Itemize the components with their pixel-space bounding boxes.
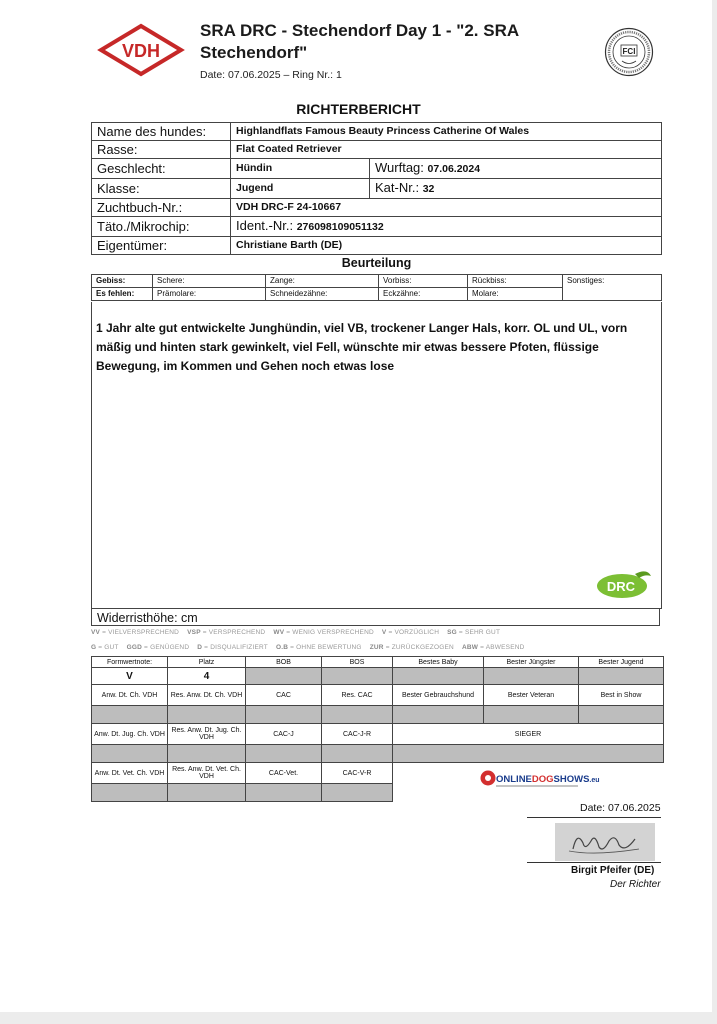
empty-cell bbox=[246, 745, 322, 763]
legend-item: VSP = VERSPRECHEND bbox=[187, 629, 266, 636]
res-anw-dt-jug: Res. Anw. Dt. Jug. Ch. VDH bbox=[168, 724, 246, 745]
tato-label: Täto./Mikrochip: bbox=[92, 217, 231, 237]
legend-item: O.B = OHNE BEWERTUNG bbox=[276, 644, 362, 651]
empty-cell bbox=[246, 706, 322, 724]
zuchtbuch-value: VDH DRC-F 24-10667 bbox=[231, 199, 662, 217]
klasse-label: Klasse: bbox=[92, 179, 231, 199]
bestes-baby-header: Bestes Baby bbox=[393, 657, 484, 668]
zange-field: Zange: bbox=[266, 275, 379, 288]
bos-header: BOS bbox=[322, 657, 393, 668]
judge-name: Birgit Pfeifer (DE) bbox=[571, 865, 655, 876]
drc-logo-text: DRC bbox=[606, 579, 636, 594]
empty-cell bbox=[322, 784, 393, 802]
empty-cell bbox=[322, 745, 393, 763]
zuchtbuch-label: Zuchtbuch-Nr.: bbox=[92, 199, 231, 217]
vdh-logo bbox=[99, 24, 183, 76]
katnr-label: Kat-Nr.: bbox=[375, 180, 420, 195]
legend-item: D = DISQUALIFIZIERT bbox=[197, 644, 268, 651]
cac-v-r: CAC-V-R bbox=[322, 763, 393, 784]
molare-field: Molare: bbox=[468, 288, 563, 301]
empty-cell bbox=[579, 706, 664, 724]
svg-text:ONLINEDOGSHOWS.eu: ONLINEDOGSHOWS.eu bbox=[496, 774, 600, 785]
formwertnote-header: Formwertnote: bbox=[92, 657, 168, 668]
gebiss-label: Gebiss: bbox=[92, 275, 153, 288]
platz-header: Platz bbox=[168, 657, 246, 668]
schere-field: Schere: bbox=[153, 275, 266, 288]
empty-cell bbox=[246, 668, 322, 685]
eckzahne-field: Eckzähne: bbox=[379, 288, 468, 301]
teeth-table bbox=[91, 274, 662, 301]
vdh-logo-text: VDH bbox=[121, 41, 161, 61]
ident-cell bbox=[231, 217, 662, 237]
jug-row bbox=[92, 724, 664, 745]
empty-cell bbox=[393, 706, 484, 724]
ruckbiss-field: Rückbiss: bbox=[468, 275, 563, 288]
res-anw-dt-vet: Res. Anw. Dt. Vet. Ch. VDH bbox=[168, 763, 246, 784]
legend-item: SG = SEHR GUT bbox=[447, 629, 501, 636]
rasse-label: Rasse: bbox=[92, 141, 231, 159]
cac-j: CAC-J bbox=[246, 724, 322, 745]
cac-vet: CAC-Vet. bbox=[246, 763, 322, 784]
wurftag-cell bbox=[370, 159, 662, 179]
signature-top-line bbox=[527, 817, 661, 818]
widerristhoehe: Widerristhöhe: cm bbox=[91, 608, 660, 626]
anw-dt-vet: Anw. Dt. Vet. Ch. VDH bbox=[92, 763, 168, 784]
eigentumer-row bbox=[92, 237, 662, 255]
katnr-cell bbox=[370, 179, 662, 199]
pramolare-field: Prämolare: bbox=[153, 288, 266, 301]
zuchtbuch-row bbox=[92, 199, 662, 217]
jug-value-row bbox=[92, 745, 664, 763]
geschlecht-value: Hündin bbox=[231, 159, 370, 179]
eigentumer-value: Christiane Barth (DE) bbox=[231, 237, 662, 255]
katnr-value: 32 bbox=[422, 183, 435, 195]
awards-value-row bbox=[92, 668, 664, 685]
legend-item: VV = VIELVERSPRECHEND bbox=[91, 629, 180, 636]
signature-bottom-line bbox=[527, 862, 661, 863]
legend-line-1 bbox=[91, 629, 500, 636]
empty-cell bbox=[393, 745, 664, 763]
best-in-show: Best in Show bbox=[579, 685, 664, 706]
bester-gebrauchshund: Bester Gebrauchshund bbox=[393, 685, 484, 706]
name-row bbox=[92, 123, 662, 141]
page-title: SRA DRC - Stechendorf Day 1 - "2. SRA Stechendorf" bbox=[200, 21, 519, 62]
fci-logo-text: FCI bbox=[622, 47, 636, 56]
formwert-value: V bbox=[92, 668, 168, 685]
report-date: Date: 07.06.2025 bbox=[580, 802, 661, 814]
empty-cell bbox=[579, 668, 664, 685]
empty-cell bbox=[168, 706, 246, 724]
empty-cell bbox=[168, 784, 246, 802]
onlinedogshows-logo bbox=[480, 768, 600, 790]
empty-cell bbox=[92, 706, 168, 724]
anw-dt-ch: Anw. Dt. Ch. VDH bbox=[92, 685, 168, 706]
wurftag-label: Wurftag: bbox=[375, 160, 424, 175]
empty-cell bbox=[484, 706, 579, 724]
geschlecht-label: Geschlecht: bbox=[92, 159, 231, 179]
legend-item: ABW = ABWESEND bbox=[461, 644, 525, 651]
ident-label: Ident.-Nr.: bbox=[236, 218, 294, 233]
eigentumer-label: Eigentümer: bbox=[92, 237, 231, 255]
res-anw-dt-ch: Res. Anw. Dt. Ch. VDH bbox=[168, 685, 246, 706]
dog-name: Highlandflats Famous Beauty Princess Catherine Of Wales bbox=[231, 123, 662, 141]
vorbiss-field: Vorbiss: bbox=[379, 275, 468, 288]
bester-jungster-header: Bester Jüngster bbox=[484, 657, 579, 668]
bester-jugend-header: Bester Jugend bbox=[579, 657, 664, 668]
ch-row bbox=[92, 685, 664, 706]
legend-item: ZUR = ZURÜCKGEZOGEN bbox=[369, 644, 454, 651]
empty-cell bbox=[168, 745, 246, 763]
report-title: RICHTERBERICHT bbox=[296, 101, 421, 117]
ch-value-row bbox=[92, 706, 664, 724]
empty-cell bbox=[484, 668, 579, 685]
legend-item: V = VORZÜGLICH bbox=[381, 629, 440, 636]
drc-logo bbox=[595, 566, 653, 600]
empty-cell bbox=[393, 668, 484, 685]
gebiss-row bbox=[92, 275, 662, 288]
empty-cell bbox=[322, 668, 393, 685]
schneidezahne-field: Schneidezähne: bbox=[266, 288, 379, 301]
tato-row bbox=[92, 217, 662, 237]
sonstiges-field: Sonstiges: bbox=[563, 275, 662, 301]
legend-line-2 bbox=[91, 644, 525, 651]
awards-header-row bbox=[92, 657, 664, 668]
legend-item: G = GUT bbox=[91, 644, 119, 651]
empty-cell bbox=[322, 706, 393, 724]
platz-value: 4 bbox=[168, 668, 246, 685]
rasse-value: Flat Coated Retriever bbox=[231, 141, 662, 159]
klasse-value: Jugend bbox=[231, 179, 370, 199]
legend-item: GGD = GENÜGEND bbox=[126, 644, 190, 651]
cac: CAC bbox=[246, 685, 322, 706]
judge-report-text: 1 Jahr alte gut entwickelte Junghündin, viel VB, trockener Langer Hals, korr. OL und UL, vorn mäßig und hinten stark gewinkelt, viel Fell, wünschte mir etwas bessere Pfoten, flüssige Bewegung, im Kommen und Gehen noch etwas lose bbox=[96, 321, 628, 373]
sieger: SIEGER bbox=[393, 724, 664, 745]
es-fehlen-label: Es fehlen: bbox=[92, 288, 153, 301]
cac-j-r: CAC-J-R bbox=[322, 724, 393, 745]
bob-header: BOB bbox=[246, 657, 322, 668]
ident-value: 276098109051132 bbox=[296, 221, 384, 233]
empty-cell bbox=[92, 784, 168, 802]
name-label: Name des hundes: bbox=[92, 123, 231, 141]
anw-dt-jug: Anw. Dt. Jug. Ch. VDH bbox=[92, 724, 168, 745]
empty-cell bbox=[246, 784, 322, 802]
dog-info-table bbox=[91, 122, 662, 255]
fci-logo bbox=[604, 27, 654, 77]
wurftag-value: 07.06.2024 bbox=[427, 163, 481, 175]
geschlecht-row bbox=[92, 159, 662, 179]
signature-image bbox=[555, 823, 655, 861]
klasse-row bbox=[92, 179, 662, 199]
judge-role: Der Richter bbox=[610, 879, 661, 890]
bester-veteran: Bester Veteran bbox=[484, 685, 579, 706]
event-date-ring: Date: 07.06.2025 – Ring Nr.: 1 bbox=[200, 69, 342, 81]
rasse-row bbox=[92, 141, 662, 159]
empty-cell bbox=[92, 745, 168, 763]
legend-item: WV = WENIG VERSPRECHEND bbox=[273, 629, 374, 636]
res-cac: Res. CAC bbox=[322, 685, 393, 706]
beurteilung-title: Beurteilung bbox=[341, 256, 412, 270]
